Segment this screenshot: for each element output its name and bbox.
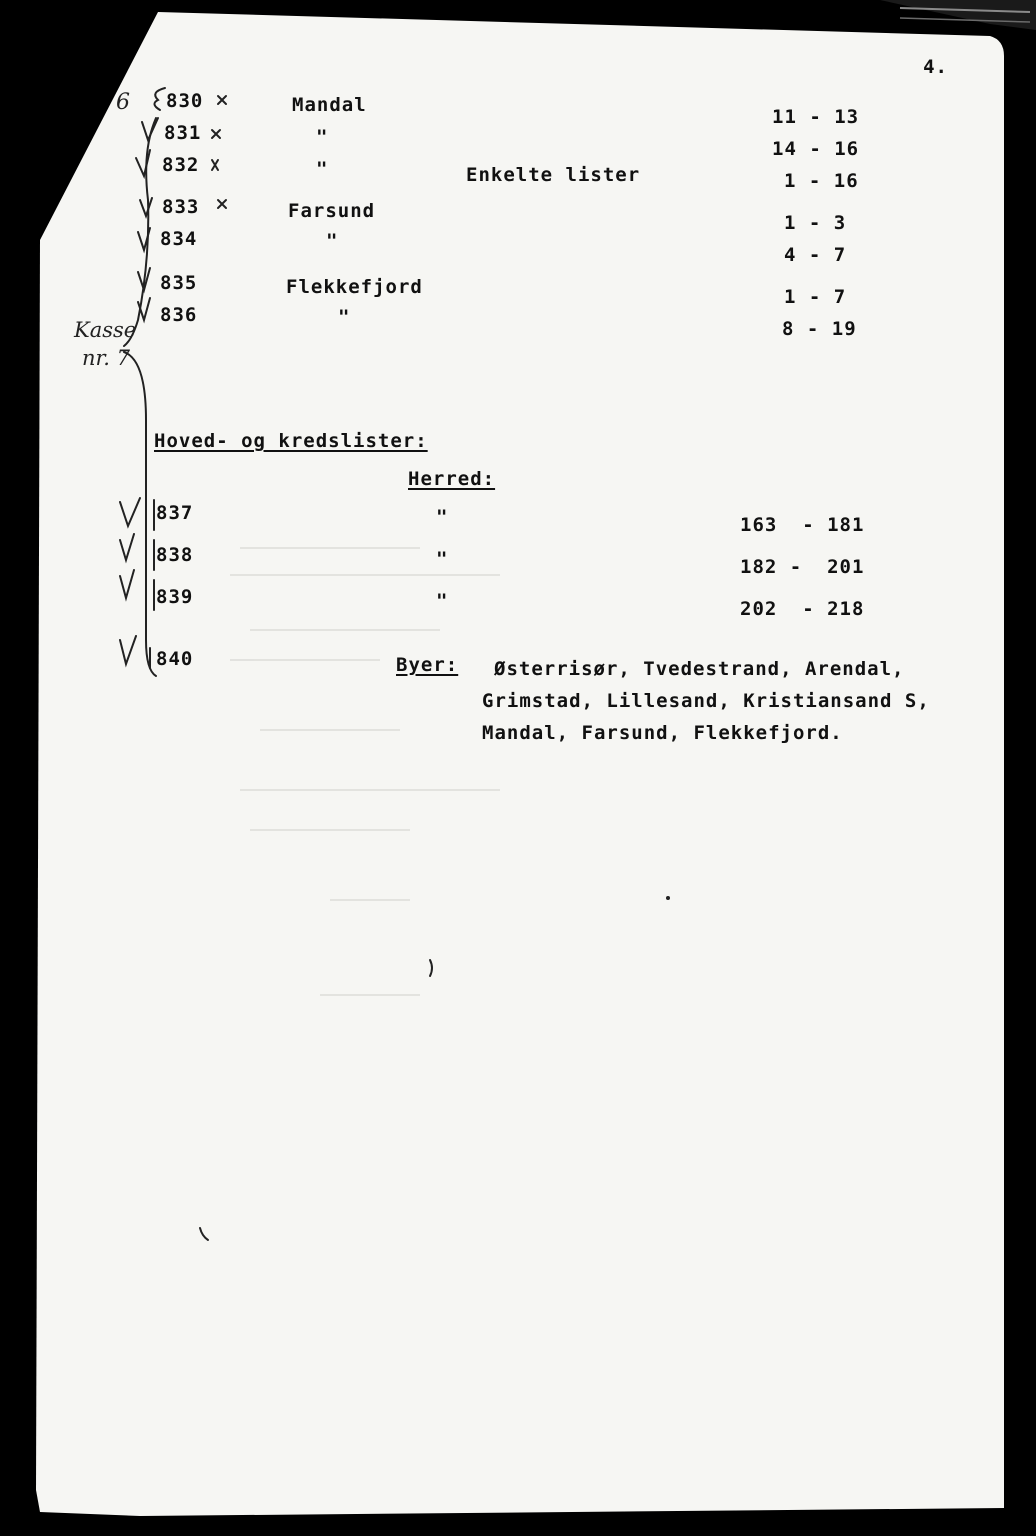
byer-label: Byer: (396, 654, 459, 676)
row-832-place: " (316, 158, 329, 180)
row-840-num: 840 (156, 648, 194, 670)
row-834-num: 834 (160, 228, 198, 250)
row-837-num: 837 (156, 502, 194, 524)
row-839-range: 202 - 218 (740, 598, 865, 620)
row-831-range: 14 - 16 (772, 138, 860, 160)
row-839-place: " (436, 590, 449, 612)
page-number: 4. (923, 56, 948, 78)
group2-heading: Hoved- og kredslister: (154, 430, 428, 452)
row-835-place: Flekkefjord (286, 276, 423, 298)
row-838-range: 182 - 201 (740, 556, 865, 578)
row-833-num: 833 (162, 196, 200, 218)
row-834-place: " (326, 230, 339, 252)
row-836-place: " (338, 306, 351, 328)
row-830-place: Mandal (292, 94, 367, 116)
row-839-num: 839 (156, 586, 194, 608)
box-number-annotation: 6 (116, 90, 130, 115)
row-835-num: 835 (160, 272, 198, 294)
row-830-num: 830 (166, 90, 204, 112)
group2-subheading: Herred: (408, 468, 496, 490)
row-833-range: 1 - 3 (784, 212, 847, 234)
row-832-range: 1 - 16 (784, 170, 859, 192)
group1-label: Enkelte lister (466, 164, 641, 186)
row-838-place: " (436, 548, 449, 570)
row-838-num: 838 (156, 544, 194, 566)
row-836-num: 836 (160, 304, 198, 326)
row-837-range: 163 - 181 (740, 514, 865, 536)
row-831-place: " (316, 126, 329, 148)
row-836-range: 8 - 19 (782, 318, 857, 340)
row-837-place: " (436, 506, 449, 528)
row-834-range: 4 - 7 (784, 244, 847, 266)
box-label-line2: nr. 7 (82, 346, 130, 370)
row-833-place: Farsund (288, 200, 376, 222)
row-835-range: 1 - 7 (784, 286, 847, 308)
byer-line3: Mandal, Farsund, Flekkefjord. (482, 722, 843, 744)
byer-line1: Østerrisør, Tvedestrand, Arendal, (494, 658, 905, 680)
box-label-line1: Kasse (74, 318, 137, 342)
row-831-num: 831 (164, 122, 202, 144)
row-830-range: 11 - 13 (772, 106, 860, 128)
byer-line2: Grimstad, Lillesand, Kristiansand S, (482, 690, 930, 712)
row-832-num: 832 (162, 154, 200, 176)
